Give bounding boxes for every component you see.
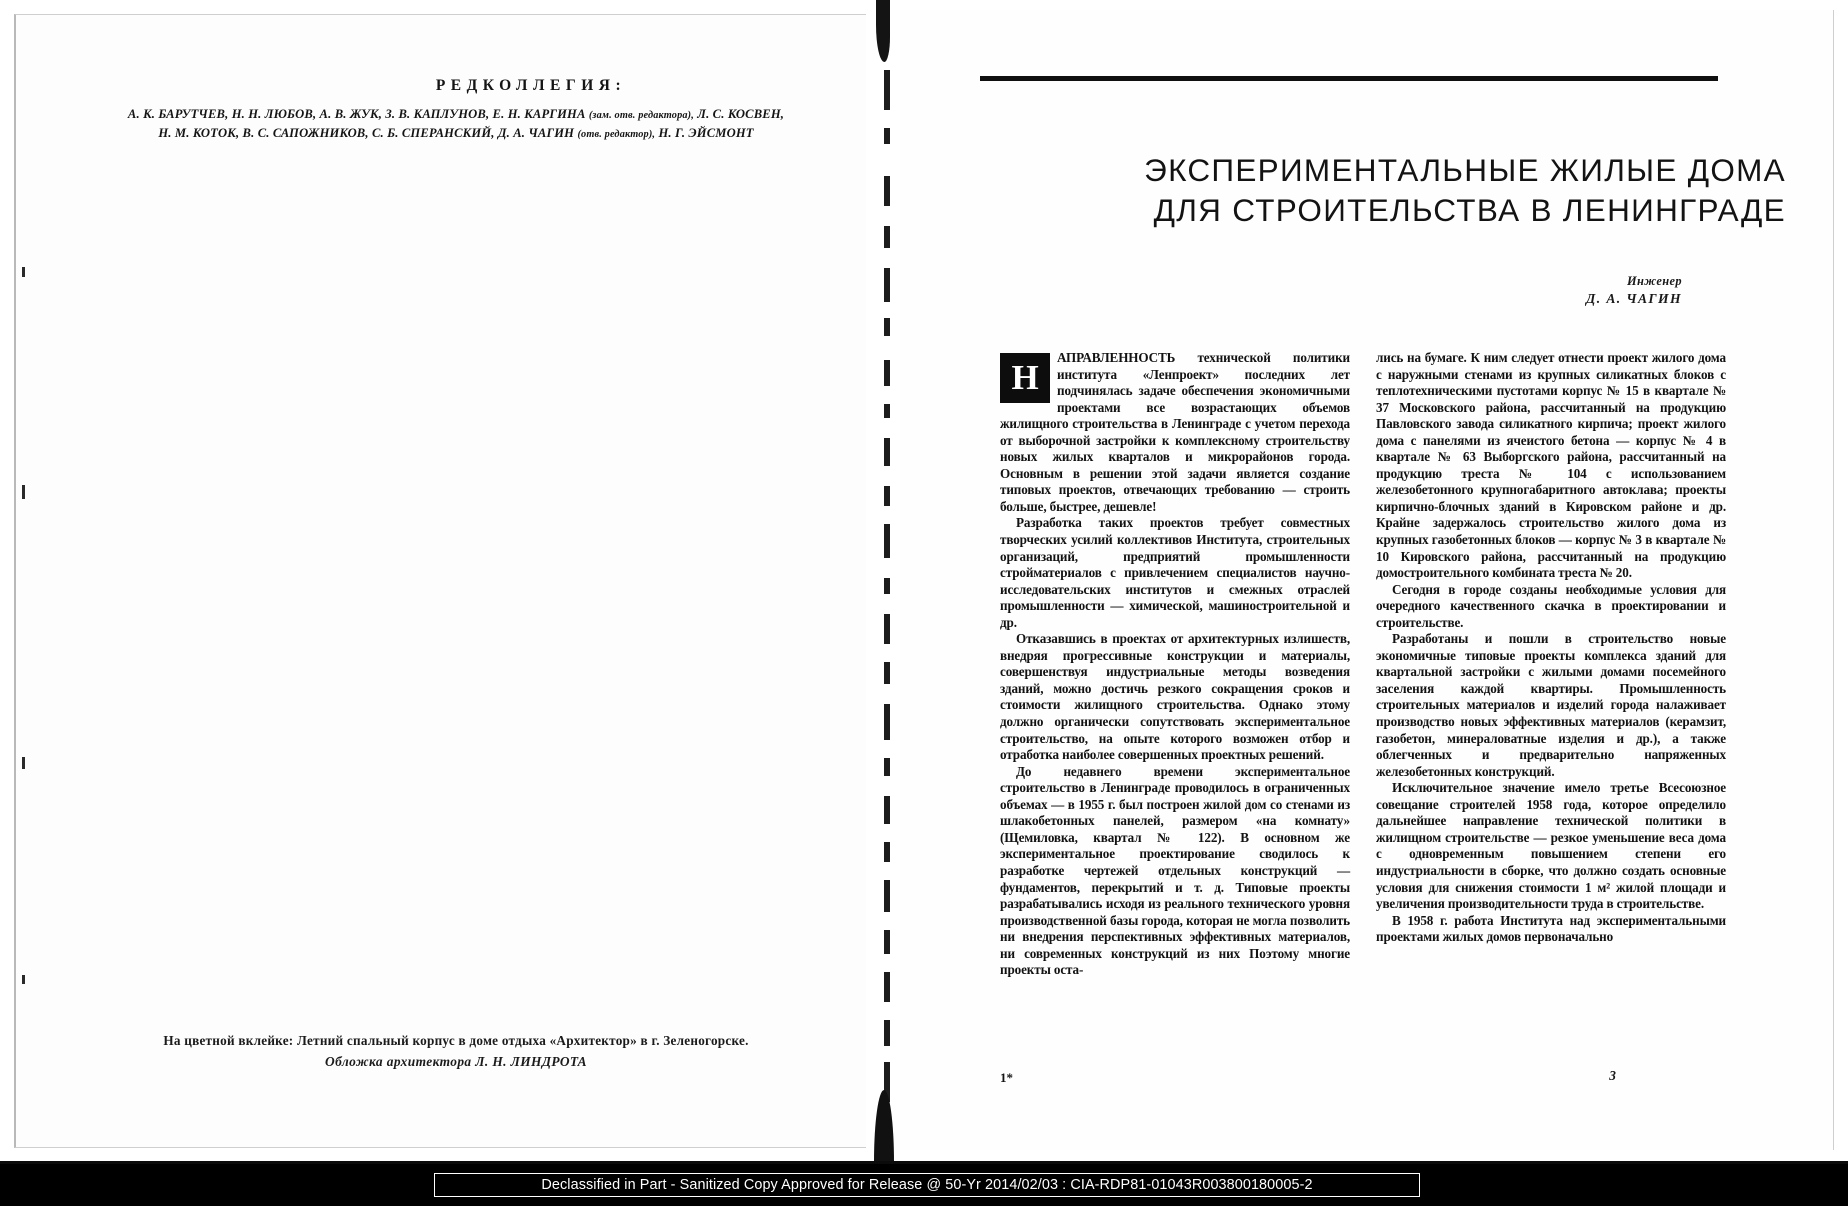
editorial-line1-role: (зам. отв. редактора),	[588, 110, 694, 121]
scan-speck	[22, 485, 25, 499]
body-text: Разработаны и пошли в строительство новые экономичные типовые проекты комплекса зданий для квартальной застройки с жилыми домами посемейного заселения каждой квартиры. Промышленность строительных материалов и изделий города налаживает производство новых эффективных материалов (керамзит, газобетон, минераловатные изделия и др.), а также облегченных и предварительно напряженных железобетонных конструкций.	[1376, 631, 1726, 779]
article-body	[900, 350, 1834, 979]
gutter-shadow-segment	[884, 930, 890, 954]
body-paragraph	[1000, 350, 1350, 515]
body-paragraph	[1376, 350, 1726, 582]
scan-speck	[22, 757, 25, 769]
body-paragraph	[1000, 631, 1350, 763]
gutter-shadow-segment	[884, 1020, 890, 1046]
body-column-left	[1000, 350, 1350, 979]
gutter-shadow-segment	[884, 880, 890, 912]
body-paragraph	[1376, 631, 1726, 780]
body-paragraph	[1000, 515, 1350, 631]
declassification-banner-box	[434, 1173, 1420, 1197]
gutter-shadow-segment	[884, 524, 890, 558]
gutter-shadow-segment	[884, 578, 890, 594]
author-name: Д. А. ЧАГИН	[1586, 291, 1682, 306]
signature-mark: 1*	[1000, 1070, 1013, 1085]
body-paragraph	[1376, 582, 1726, 632]
body-text: лись на бумаге. К ним следует отнести проект жилого дома с наружными стенами из крупных силикатных блоков с теплотехническими пустотами корпус № 15 в квартале № 37 Московского района, рассчитанный на продукцию Павловского завода силикатного кирпича; проект жилого дома с панелями из ячеистого бетона — корпус № 4 в квартале № 63 Выборгского района, рассчитанный на продукцию треста № 104 с использованием железобетонного крупногабаритного автоклава; проекты кирпично-блочных зданий в Кировском районе и др. Крайне задержалось строительство жилого дома из крупных газобетонных блоков — корпус № 3 в квартале № 10 Кировского района, рассчитанный на продукцию домостроительного комбината треста № 20.	[1376, 350, 1726, 581]
article-title-line-1: ЭКСПЕРИМЕНТАЛЬНЫЕ ЖИЛЫЕ ДОМА	[1144, 152, 1786, 188]
editorial-line2-role: (отв. редактор),	[577, 128, 656, 140]
gutter-shadow-segment	[884, 972, 890, 1002]
editorial-line1-main: А. К. БАРУТЧЕВ, Н. Н. ЛЮБОВ, А. В. ЖУК, З. В. КАПЛУНОВ, Е. Н. КАРГИНА	[127, 107, 586, 121]
editorial-board-heading: РЕДКОЛЛЕГИЯ:	[435, 77, 627, 94]
body-paragraph	[1000, 764, 1350, 979]
body-paragraph	[1376, 780, 1726, 912]
article-title-line-2: ДЛЯ СТРОИТЕЛЬСТВА В ЛЕНИНГРАДЕ	[1153, 192, 1786, 229]
gutter-shadow-segment	[884, 758, 890, 776]
scan-speck	[22, 267, 25, 277]
gutter-shadow-segment	[884, 70, 890, 110]
editorial-line2-main: Н. М. КОТОК, В. С. САПОЖНИКОВ, С. Б. СПЕРАНСКИЙ, Д. А. ЧАГИН	[158, 125, 575, 140]
gutter-shadow-segment	[884, 318, 890, 336]
gutter-shadow-segment	[884, 614, 890, 644]
drop-cap: Н	[1000, 353, 1050, 403]
insert-caption-line-1: На цветной вклейке: Летний спальный корпус в доме отдыха «Архитектор» в г. Зеленогорске.	[163, 1033, 749, 1048]
gutter-shadow-segment	[884, 486, 890, 506]
right-page	[900, 10, 1834, 1150]
gutter-shadow-segment	[884, 268, 890, 302]
body-text: В 1958 г. работа Института над экспериментальными проектами жилых домов первоначально	[1376, 912, 1726, 945]
insert-caption-line-2: Обложка архитектора Л. Н. ЛИНДРОТА	[325, 1054, 587, 1069]
gutter-shadow-segment	[884, 662, 890, 684]
page-number: 3	[1609, 1068, 1616, 1083]
gutter-shadow-segment	[884, 704, 890, 740]
editorial-board-line-1	[16, 105, 896, 124]
declassification-banner-text: Declassified in Part - Sanitized Copy Approved for Release @ 50-Yr 2014/02/03 : CIA-RDP81-01043R003800180005-2	[541, 1177, 1313, 1193]
body-text: Отказавшись в проектах от архитектурных излишеств, внедряя прогрессивные конструкции и материалы, совершенствуя индустриальные методы возведения зданий, можно достичь резкого сокращения сроков и стоимости жилищного строительства. Однако этому должно органически сопутствовать экспериментальное строительство, на опыте которого возможен отбор и отработка наиболее совершенных проектных решений.	[1000, 631, 1350, 763]
gutter-shadow-segment	[884, 796, 890, 824]
gutter-shadow-segment	[884, 842, 890, 862]
body-text: Исключительное значение имело третье Всесоюзное совещание строителей 1958 года, которое определило дальнейшее направление технической политики в жилищном строительстве — резкое уменьшение веса дома с одновременным повышением степени его индустриальности в сборке, что должно создать основные условия для снижения стоимости 1 м² жилой площади и увеличения производительности труда в строительстве.	[1376, 780, 1726, 912]
body-text: Разработка таких проектов требует совместных творческих усилий коллективов Института, строительных организаций, предприятий промышленности стройматериалов с привлечением специалистов научно-исследовательских институтов и смежных отраслей промышленности — химической, машиностроительной и др.	[1000, 515, 1350, 630]
body-column-right	[1376, 350, 1726, 979]
editorial-line1-tail: Л. С. КОСВЕН,	[697, 107, 785, 121]
editorial-board-line-2	[16, 124, 896, 143]
author-role: Инженер	[1626, 274, 1682, 288]
gutter-shadow-segment	[884, 438, 890, 466]
gutter-shadow-segment	[884, 404, 890, 418]
scan-speck	[22, 975, 25, 984]
gutter-shadow-segment	[884, 226, 890, 248]
body-paragraph	[1376, 913, 1726, 946]
editorial-board-block	[16, 77, 896, 143]
editorial-line2-tail: Н. Г. ЭЙСМОНТ	[658, 125, 754, 140]
body-text: АПРАВЛЕННОСТЬ технической политики института «Ленпроект» последних лет подчинялась задаче обеспечения экономичными проектами все возрастающих объемов жилищного строительства в Ленинграде с учетом перехода от выборочной застройки к комплексному строительству новых жилых кварталов и микрорайонов города. Основным в решении этой задачи является создание типовых проектов, отвечающих требованию — строить больше, быстрее, дешевле!	[1000, 350, 1350, 514]
book-gutter	[866, 0, 900, 1164]
gutter-shadow-segment	[884, 128, 890, 144]
body-text: Сегодня в городе созданы необходимые условия для очередного качественного скачка в проектировании и строительстве.	[1376, 581, 1726, 630]
gutter-shadow-segment	[884, 176, 890, 206]
title-rule	[980, 76, 1718, 81]
gutter-shadow-top	[876, 0, 890, 62]
author-byline	[900, 274, 1834, 307]
gutter-shadow-bottom	[874, 1090, 894, 1164]
declassification-banner	[0, 1164, 1848, 1206]
gutter-shadow-segment	[884, 360, 890, 386]
left-page	[14, 14, 894, 1148]
article-title	[900, 150, 1834, 231]
color-insert-caption	[16, 1033, 896, 1070]
body-text: До недавнего времени экспериментальное строительство в Ленинграде проводилось в ограниченных объемах — в 1955 г. был построен жилой дом со стенами из шлакобетонных панелей, размером «на комнату» (Щемиловка, квартал № 122). В основном же экспериментальное проектирование сводилось к разработке чертежей отдельных конструкций — фундаментов, перекрытий и т. д. Типовые проекты разрабатывались исходя из реального технического уровня производственной базы города, которая не могла позволить ни внедрения перспективных эффективных материалов, ни современных конструкций из них Поэтому многие проекты оста-	[1000, 763, 1350, 978]
scan-left-edge	[0, 0, 12, 1164]
